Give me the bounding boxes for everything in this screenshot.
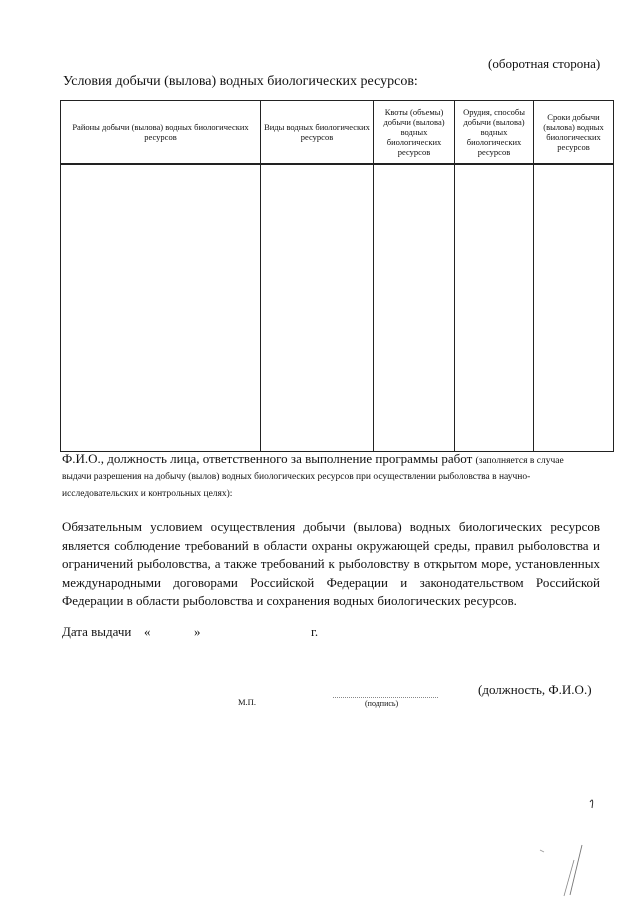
reverse-side-label: (оборотная сторона)	[488, 56, 601, 71]
responsible-person-block	[62, 451, 600, 503]
responsible-note-line2: выдачи разрешения на добычу (вылов) водных биологических ресурсов при осуществлении рыболовства в научно-	[62, 472, 531, 482]
table-cell-quotas	[374, 164, 455, 452]
position-name-label: (должность, Ф.И.О.)	[478, 682, 592, 697]
table-header-row	[61, 101, 614, 165]
date-quote-close: »	[194, 624, 201, 639]
handwritten-scribble	[530, 790, 600, 900]
table-cell-areas	[61, 164, 261, 452]
responsible-note-line3: исследовательских и контрольных целях):	[62, 489, 233, 499]
mandatory-condition-paragraph: Обязательным условием осуществления добычи (вылова) водных биологических ресурсов является соблюдение требований в области охраны окружающей среды, правил рыболовства и ограничений рыболовства, а также требований к рыболовству в открытом море, установленных международными договорами Российской Федерации и законодательством Российской Федерации в области рыболовства и сохранения водных биологических ресурсов.	[62, 519, 600, 608]
signature-label: (подпись)	[365, 699, 399, 708]
year-suffix: г.	[311, 624, 319, 639]
date-quote-open: «	[144, 624, 151, 639]
conditions-title: Условия добычи (вылова) водных биологических ресурсов:	[63, 74, 418, 89]
column-header-quotas: Квоты (объемы) добычи (вылова) водных биологических ресурсов	[374, 101, 455, 165]
stamp-place-label: М.П.	[238, 697, 256, 707]
issue-date-label: Дата выдачи	[62, 624, 132, 639]
column-header-gear: Орудия, способы добычи (вылова) водных биологических ресурсов	[455, 101, 534, 165]
table-cell-periods	[534, 164, 614, 452]
responsible-note-line1: (заполняется в случае	[475, 456, 564, 466]
table-row	[61, 164, 614, 452]
table-cell-species	[261, 164, 374, 452]
column-header-areas: Районы добычи (вылова) водных биологических ресурсов	[61, 101, 261, 165]
responsible-person-label: Ф.И.О., должность лица, ответственного за выполнение программы работ	[62, 451, 473, 466]
signature-line	[333, 697, 438, 698]
catch-conditions-table	[60, 100, 614, 452]
column-header-periods: Сроки добычи (вылова) водных биологических ресурсов	[534, 101, 614, 165]
table-cell-gear	[455, 164, 534, 452]
column-header-species: Виды водных биологических ресурсов	[261, 101, 374, 165]
